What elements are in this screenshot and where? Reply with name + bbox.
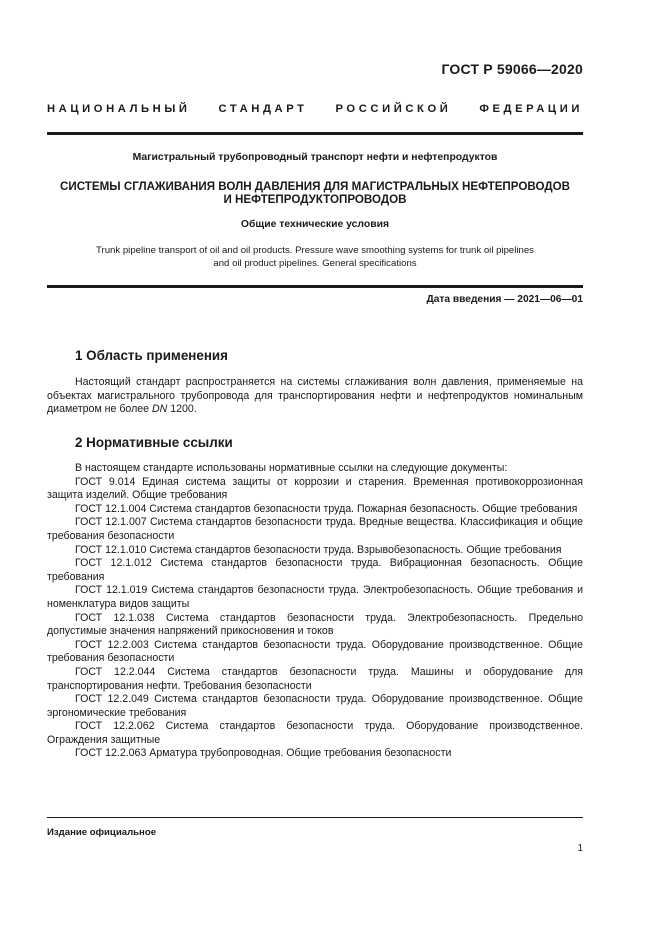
official-edition-label: Издание официальное [47,827,157,838]
introduction-date: Дата введения — 2021—06—01 [426,294,583,305]
reference-item: ГОСТ 12.2.049 Система стандартов безопасности труда. Оборудование производственное. Общие эргономические требования [47,693,583,719]
english-title-line-1: Trunk pipeline transport of oil and oil products. Pressure wave smoothing systems for trunk oil pipelines [96,245,534,256]
reference-item: ГОСТ 12.1.007 Система стандартов безопасности труда. Вредные вещества. Классификация и общие требования безопасности [47,516,583,542]
header-rule [47,132,583,135]
section-1-text: Настоящий стандарт распространяется на системы сглаживания волн давления, применяемые на объектах магистрального трубопровода для транспортирования нефти и нефтепродуктов номинальным диаметром не более [47,376,583,416]
section-1-text-end: 1200. [167,403,197,416]
page-number: 1 [577,843,583,854]
english-title [47,244,583,270]
reference-item: ГОСТ 12.2.063 Арматура трубопроводная. Общие требования безопасности [75,747,452,760]
footer-rule [47,817,583,818]
document-title [47,180,583,206]
references-intro: В настоящем стандарте использованы нормативные ссылки на следующие документы: [75,462,508,474]
reference-item: ГОСТ 12.1.004 Система стандартов безопасности труда. Пожарная безопасность. Общие требования [75,502,578,515]
document-subtitle: Общие технические условия [240,219,390,230]
document-code: ГОСТ Р 59066—2020 [441,61,583,77]
national-standard-heading: НАЦИОНАЛЬНЫЙ СТАНДАРТ РОССИЙСКОЙ ФЕДЕРАЦИИ [47,103,583,115]
reference-item: ГОСТ 12.1.019 Система стандартов безопасности труда. Электробезопасность. Общие требования и номенклатура видов защиты [47,584,583,610]
reference-item: ГОСТ 12.2.044 Система стандартов безопасности труда. Машины и оборудование для транспортирования нефти. Требования безопасности [47,665,583,692]
reference-item: ГОСТ 12.2.003 Система стандартов безопасности труда. Оборудование производственное. Общие требования безопасности [47,638,583,665]
reference-item: ГОСТ 12.1.010 Система стандартов безопасности труда. Взрывобезопасность. Общие требования [75,543,562,556]
section-1-paragraph [47,376,583,417]
category-title: Магистральный трубопроводный транспорт нефти и нефтепродуктов [132,152,498,163]
section-2-heading: 2 Нормативные ссылки [75,435,233,450]
references-list [47,462,583,761]
section-1-heading: 1 Область применения [75,348,228,363]
reference-item: ГОСТ 12.1.012 Система стандартов безопасности труда. Вибрационная безопасность. Общие требования [47,557,583,583]
reference-item: ГОСТ 12.2.062 Система стандартов безопасности труда. Оборудование производственное. Ограждения защитные [47,720,583,746]
title-rule [47,285,583,288]
reference-item: ГОСТ 12.1.038 Система стандартов безопасности труда. Электробезопасность. Предельно допустимые значения напряжений прикосновения и токов [47,611,583,638]
section-1-dn: DN [152,403,168,416]
document-title-line-1: СИСТЕМЫ СГЛАЖИВАНИЯ ВОЛН ДАВЛЕНИЯ ДЛЯ МАГИСТРАЛЬНЫХ НЕФТЕПРОВОДОВ [60,180,570,193]
reference-item: ГОСТ 9.014 Единая система защиты от коррозии и старения. Временная противокоррозионная защита изделий. Общие требования [47,475,583,502]
english-title-line-2: and oil product pipelines. General specifications [213,258,417,269]
document-title-line-2: И НЕФТЕПРОДУКТОПРОВОДОВ [223,193,407,206]
